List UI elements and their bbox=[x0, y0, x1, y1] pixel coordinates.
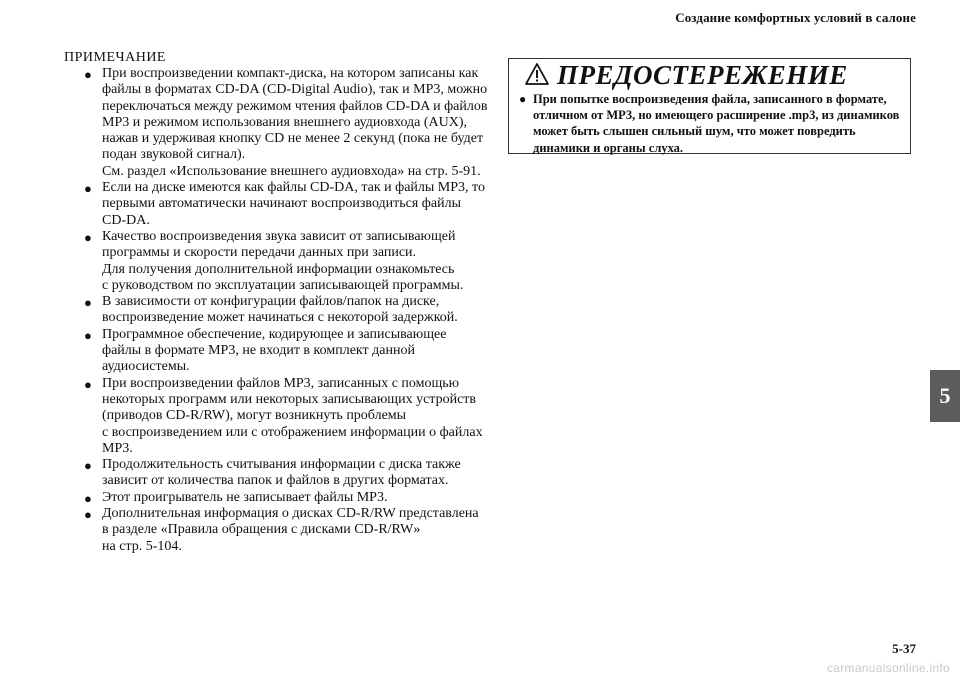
note-line: подан звуковой сигнал). bbox=[102, 147, 246, 163]
note-line: При воспроизведении компакт-диска, на котором записаны как bbox=[102, 66, 479, 81]
bullet-dot-icon: ● bbox=[519, 92, 527, 106]
note-section bbox=[64, 50, 488, 555]
warning-item bbox=[519, 91, 909, 156]
note-line: некоторых программ или некоторых записывающих устройств bbox=[102, 391, 477, 407]
watermark: carmanualsonline.info bbox=[826, 661, 950, 675]
note-line: Если на диске имеются как файлы CD-DA, так и файлы MP3, то bbox=[102, 180, 485, 196]
bullet-dot-icon: ● bbox=[84, 490, 92, 506]
note-bullet bbox=[64, 229, 484, 294]
warning-body bbox=[519, 91, 909, 156]
warning-title: ПРЕДОСТЕРЕЖЕНИЕ bbox=[557, 60, 848, 90]
bullet-dot-icon: ● bbox=[84, 181, 92, 197]
bullet-dot-icon: ● bbox=[84, 67, 92, 82]
note-line: аудиосистемы. bbox=[102, 359, 190, 375]
bullet-dot-icon: ● bbox=[84, 295, 92, 311]
note-line: зависит от количества папок и файлов в других форматах. bbox=[102, 473, 449, 489]
note-bullet bbox=[64, 506, 484, 555]
note-line: MP3. bbox=[102, 440, 133, 456]
note-line: Для получения дополнительной информации ознакомьтесь bbox=[102, 261, 455, 277]
note-line: в разделе «Правила обращения с дисками CD-R/RW» bbox=[102, 522, 421, 538]
note-line: программы и скорости передачи данных при записи. bbox=[102, 245, 417, 261]
warning-line: динамики и органы слуха. bbox=[533, 140, 684, 155]
bullet-dot-icon: ● bbox=[84, 458, 92, 474]
note-line: Программное обеспечение, кодирующее и записывающее bbox=[102, 326, 447, 342]
warning-line: При попытке воспроизведения файла, записанного в формате, bbox=[533, 92, 887, 106]
note-bullet bbox=[64, 327, 484, 376]
note-bullet bbox=[64, 180, 484, 229]
bullet-dot-icon: ● bbox=[84, 507, 92, 523]
bullet-dot-icon: ● bbox=[84, 229, 92, 245]
note-line: с воспроизведением или с отображением информации о файлах bbox=[102, 424, 483, 440]
note-bullet bbox=[64, 66, 488, 180]
section-header: Создание комфортных условий в салоне bbox=[675, 10, 916, 25]
note-line: При воспроизведении файлов MP3, записанных с помощью bbox=[102, 375, 460, 391]
note-line: с руководством по эксплуатации записывающей программы. bbox=[102, 277, 464, 293]
note-line: (приводов CD-R/RW), могут возникнуть проблемы bbox=[102, 408, 407, 424]
bullet-dot-icon: ● bbox=[84, 376, 92, 392]
warning-triangle-icon bbox=[525, 63, 549, 85]
page-number: 5-37 bbox=[892, 641, 916, 656]
note-list bbox=[64, 66, 488, 555]
note-line: на стр. 5-104. bbox=[102, 538, 182, 554]
note-line: Этот проигрыватель не записывает файлы MP3. bbox=[102, 489, 388, 505]
note-line: MP3 и режимом использования внешнего аудиовхода (AUX), bbox=[102, 114, 468, 130]
note-bullet bbox=[64, 294, 484, 327]
note-line: Дополнительная информация о дисках CD-R/RW представлена bbox=[102, 506, 479, 522]
chapter-number: 5 bbox=[939, 383, 951, 408]
note-line: файлы в форматах CD-DA (CD-Digital Audio), так и MP3, можно bbox=[102, 82, 488, 98]
warning-line: может быть слышен сильный шум, что может повредить bbox=[533, 124, 856, 139]
note-line: CD-DA. bbox=[102, 212, 150, 228]
note-line: нажав и удерживая кнопку CD не менее 2 секунд (пока не будет bbox=[102, 131, 484, 147]
note-line: первыми автоматически начинают воспроизводиться файлы bbox=[102, 196, 461, 212]
note-line: воспроизведение может начинаться с некоторой задержкой. bbox=[102, 310, 458, 326]
bullet-dot-icon: ● bbox=[84, 327, 92, 343]
note-line: В зависимости от конфигурации файлов/папок на диске, bbox=[102, 294, 440, 310]
chapter-tab bbox=[930, 370, 960, 422]
note-line: Качество воспроизведения звука зависит от записывающей bbox=[102, 228, 456, 244]
note-bullet bbox=[64, 490, 484, 506]
note-line: См. раздел «Использование внешнего аудиовхода» на стр. 5-91. bbox=[102, 163, 481, 179]
warning-line: отличном от MP3, но имеющего расширение .mp3, из динамиков bbox=[533, 108, 900, 123]
note-bullet bbox=[64, 376, 484, 457]
warning-box bbox=[508, 58, 911, 154]
note-line: переключаться между режимом чтения файлов CD-DA и файлов bbox=[102, 98, 488, 114]
warning-header bbox=[509, 59, 910, 89]
note-line: Продолжительность считывания информации с диска также bbox=[102, 457, 461, 473]
note-line: файлы в формате MP3, не входит в комплект данной bbox=[102, 343, 415, 359]
note-bullet bbox=[64, 457, 484, 490]
note-title: ПРИМЕЧАНИЕ bbox=[64, 50, 166, 65]
